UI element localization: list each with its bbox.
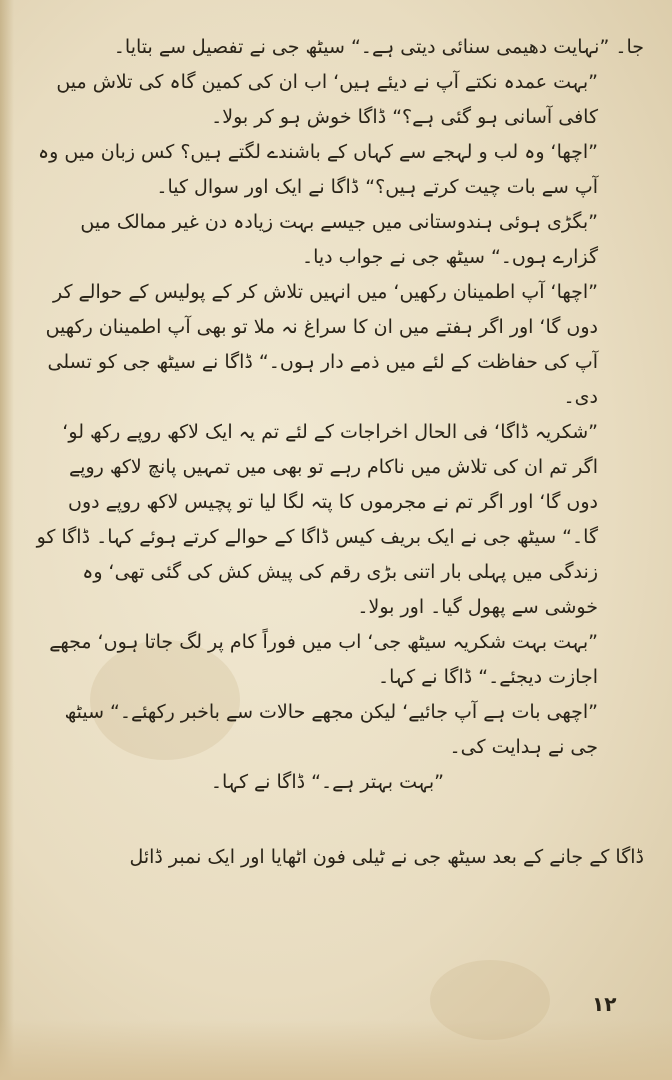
page-number: ۱۲ [592,992,617,1016]
body-text [32,30,644,875]
paragraph: ڈاگا کے جانے کے بعد سیٹھ جی نے ٹیلی فون اٹھایا اور ایک نمبر ڈائل [129,846,644,868]
page-bottom-shadow [0,1020,672,1080]
paragraph: ”بہت عمدہ نکتے آپ نے دیئے ہیں‘ اب ان کی کمین گاہ کی تلاش میں کافی آسانی ہو گئی ہے؟“ ڈاگا خوش ہو کر بولا۔ [56,71,598,128]
paragraph: ”اچھی بات ہے آپ جائیے‘ لیکن مجھے حالات سے باخبر رکھئے۔“ سیٹھ جی نے ہدایت کی۔ [64,701,598,758]
paragraph: ”بگڑی ہوئی ہندوستانی میں جیسے بہت زیادہ دن غیر ممالک میں گزارے ہوں۔“ سیٹھ جی نے جواب دیا۔ [80,211,598,268]
paragraph: ”اچھا‘ آپ اطمینان رکھیں‘ میں انہیں تلاش کر کے پولیس کے حوالے کر دوں گا‘ اور اگر ہفتے میں ان کا سراغ نہ ملا تو بھی آپ اطمینان رکھیں آپ کی حفاظت کے لئے میں ذمے دار ہوں۔“ ڈاگا نے سیٹھ جی کو تسلی دی۔ [45,281,598,408]
paragraph: ”اچھا‘ وہ لب و لہجے سے کہاں کے باشندے لگتے ہیں؟ کس زبان میں وہ آپ سے بات چیت کرتے ہیں؟“ ڈاگا نے ایک اور سوال کیا۔ [38,141,598,198]
paragraph: ”شکریہ ڈاگا‘ فی الحال اخراجات کے لئے تم یہ ایک لاکھ روپے رکھ لو‘ اگر تم ان کی تلاش میں ناکام رہے تو بھی میں تمہیں پانچ لاکھ روپے دوں گا‘ اور اگر تم نے مجرموں کا پتہ لگا لیا تو پچیس لاکھ روپے دوں گا۔“ سیٹھ جی نے ایک بریف کیس ڈاگا کے حوالے کرتے ہوئے کہا۔ ڈاگا کو زندگی میں پہلی بار اتنی بڑی رقم کی پیش کش کی گئی تھی‘ وہ خوشی سے پھول گیا۔ اور بولا۔ [36,421,598,618]
paper-stain [430,960,550,1040]
paragraph: ”بہت بہتر ہے۔“ ڈاگا نے کہا۔ [210,771,444,793]
paragraph: ”بہت بہت شکریہ سیٹھ جی‘ اب میں فوراً کام پر لگ جاتا ہوں‘ مجھے اجازت دیجئے۔“ ڈاگا نے کہا۔ [49,631,598,688]
paragraph: جا۔ ”نہایت دھیمی سنائی دیتی ہے۔“ سیٹھ جی نے تفصیل سے بتایا۔ [113,36,644,58]
page-left-shadow [0,0,14,1080]
